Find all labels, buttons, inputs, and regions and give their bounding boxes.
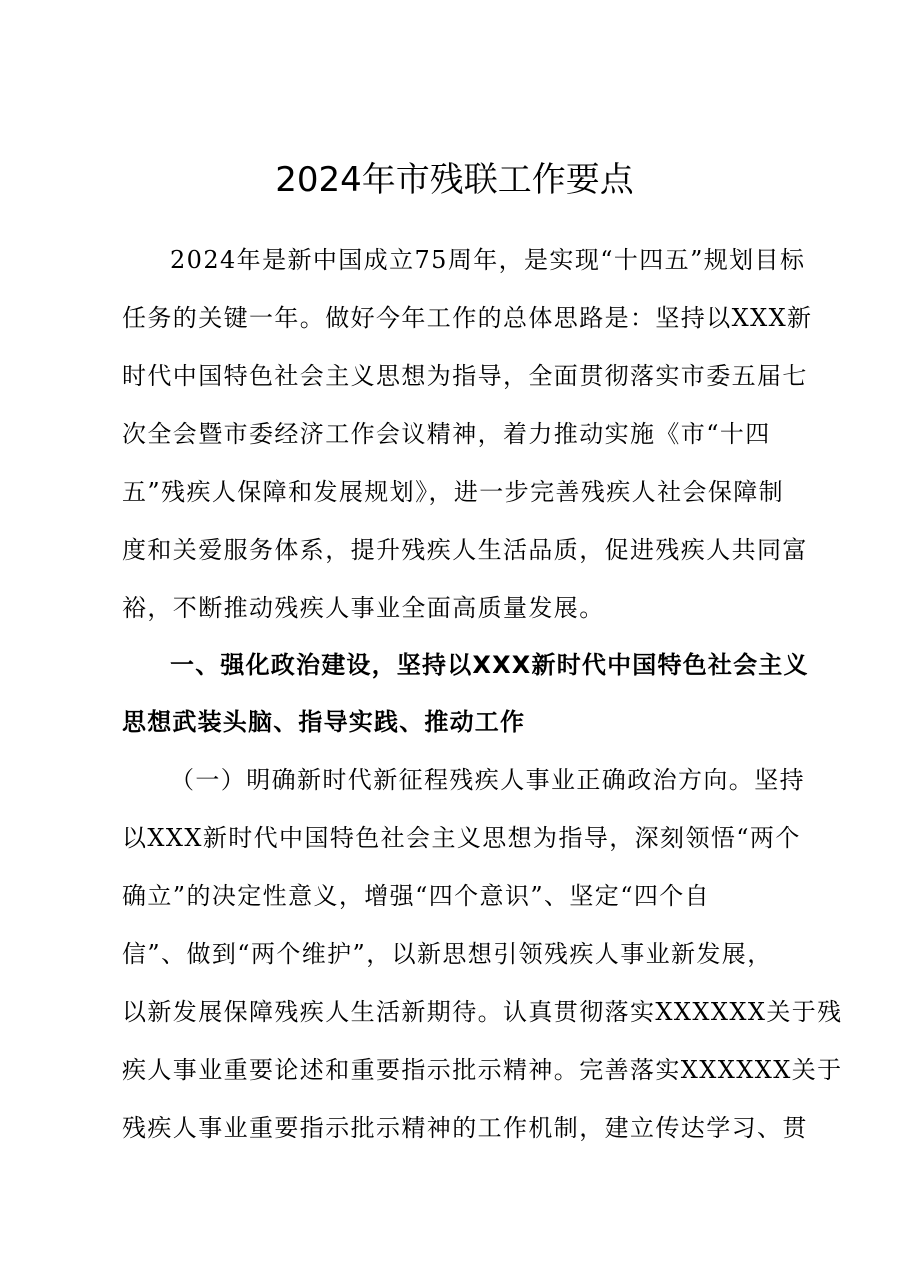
subsection-line-3: 确立”的决定性意义，增强“四个意识”、坚定“四个自 [122,882,711,910]
paragraph-line-4: 次全会暨市委经济工作会议精神，着力推动实施《市“十四 [122,420,771,448]
paragraph-line-5: 五”残疾人保障和发展规划》，进一步完善残疾人社会保障制 [122,478,785,506]
paragraph-line-7: 裕，不断推动残疾人事业全面高质量发展。 [122,594,605,622]
paragraph-line-3: 时代中国特色社会主义思想为指导，全面贯彻落实市委五届七 [122,362,808,390]
subsection-line-2: 以XXX新时代中国特色社会主义思想为指导，深刻领悟“两个 [122,824,801,852]
paragraph-line-1: 2024年是新中国成立75周年，是实现“十四五”规划目标 [170,246,806,274]
subsection-line-6: 疾人事业重要论述和重要指示批示精神。完善落实XXXXXX关于 [122,1056,843,1084]
subsection-line-4: 信”、做到“两个维护”，以新思想引领残疾人事业新发展， [122,940,773,968]
section-heading-line-2: 思想武装头脑、指导实践、推动工作 [122,708,526,736]
paragraph-line-2: 任务的关键一年。做好今年工作的总体思路是：坚持以XXX新 [122,304,813,332]
subsection-line-7: 残疾人事业重要指示批示精神的工作机制，建立传达学习、贯 [122,1114,808,1142]
section-heading-line-1: 一、强化政治建设，坚持以XXX新时代中国特色社会主义 [170,651,809,679]
paragraph-line-6: 度和关爱服务体系，提升残疾人生活品质，促进残疾人共同富 [122,536,808,564]
subsection-line-1: （一）明确新时代新征程残疾人事业正确政治方向。坚持 [170,766,805,794]
document-title: 2024年市残联工作要点 [275,160,634,200]
subsection-line-5: 以新发展保障残疾人生活新期待。认真贯彻落实XXXXXX关于残 [122,998,843,1026]
